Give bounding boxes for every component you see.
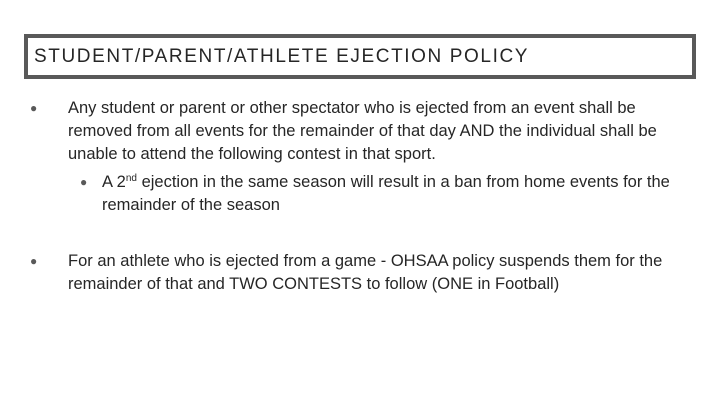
bullet-2-suffix: ejection in the same season will result in a ban from home events for the remainder of the season (102, 173, 670, 214)
bullet-text-3: For an athlete who is ejected from a game - OHSAA policy suspends them for the remainder of that and TWO CONTESTS to follow (ONE in Football) (68, 252, 663, 293)
slide-title: STUDENT/PARENT/ATHLETE EJECTION POLICY (34, 46, 530, 67)
title-box (24, 34, 696, 79)
bullet-marker-1: ● (30, 101, 38, 115)
bullet-marker-2: ● (80, 175, 88, 189)
bullet-2-superscript: nd (125, 173, 137, 184)
bullet-marker-3: ● (30, 254, 38, 268)
bullet-2-prefix: A 2 (102, 173, 126, 191)
bullet-text-2 (102, 171, 692, 217)
bullet-text-1: Any student or parent or other spectator who is ejected from an event shall be removed from all events for the remainder of that day AND the individual shall be unable to attend the following contest in that sport. (68, 99, 657, 163)
